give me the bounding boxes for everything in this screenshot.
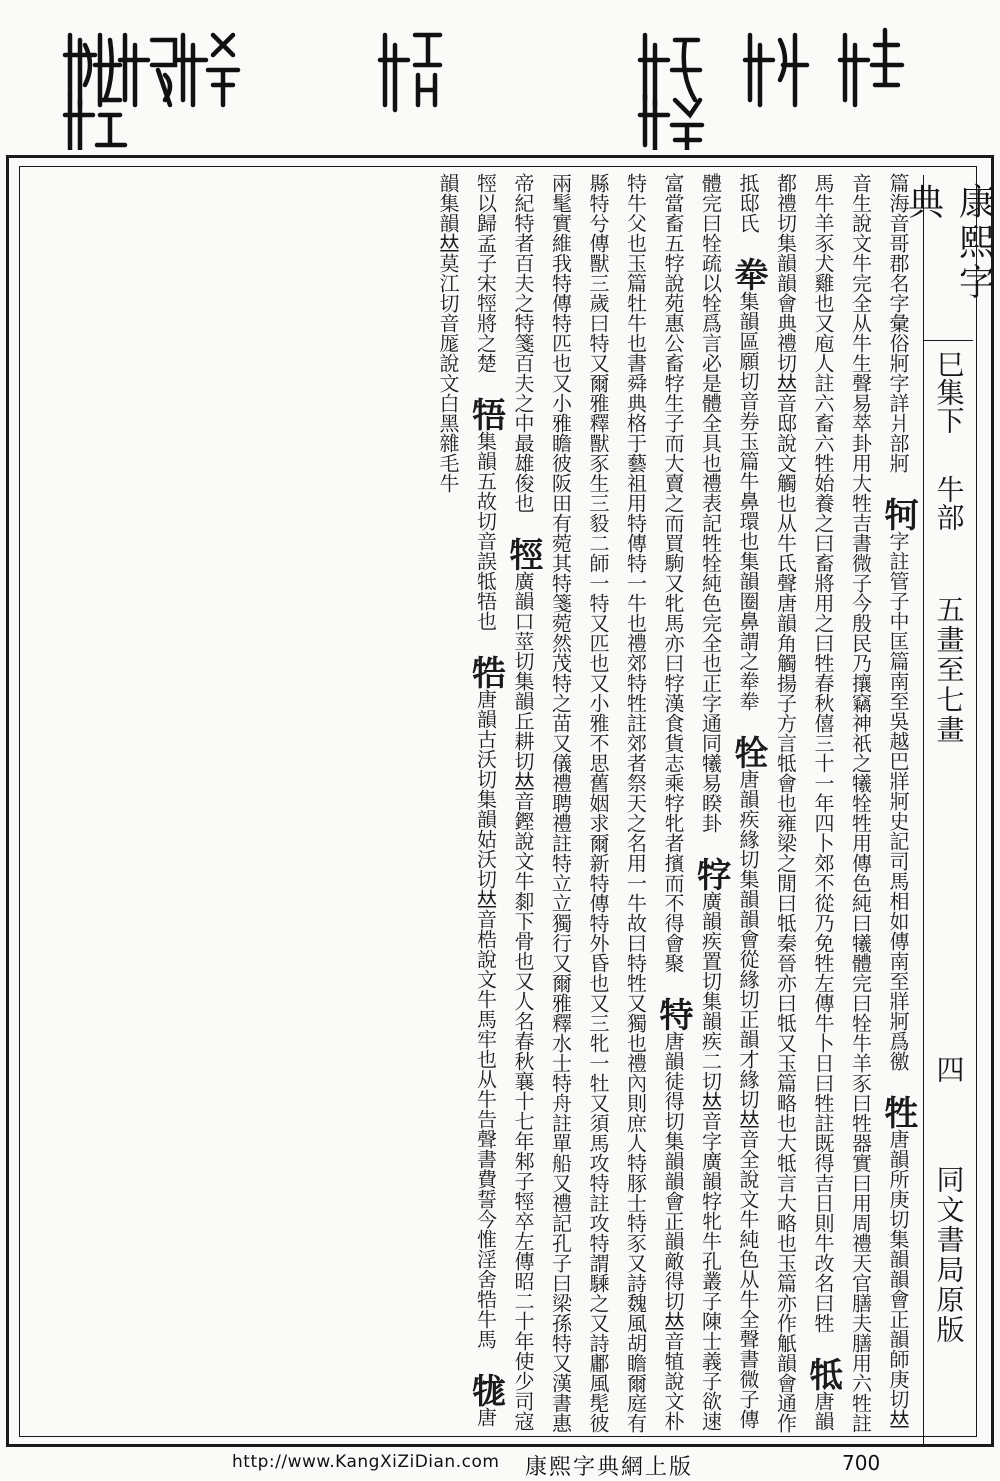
publisher-label: 同文書局原版 — [932, 1165, 966, 1345]
leaf-number: 四 — [932, 1055, 966, 1083]
entry-4 — [728, 257, 768, 711]
entry-head: 牾 — [465, 397, 506, 431]
entry-head: 牿 — [465, 655, 506, 689]
entry-head: 牱 — [878, 497, 918, 531]
entry-text: 篇海音哥郡名字彙俗牁字詳爿部牁 — [886, 173, 910, 473]
entry-text: 唐韻集韻𠀤莫江切音厖說文白黑雜毛牛 — [436, 173, 498, 1427]
entry-text: 字註管子中匡篇南至吳越巴牂牁史記司馬相如傳南至牂牁爲徼 — [886, 531, 910, 1071]
entry-head: 牷 — [728, 735, 768, 769]
seal-glyph-left-bottom — [65, 95, 125, 150]
frame-inner — [19, 166, 995, 1437]
entry-text: 唐韻古沃切集韻姑沃切𠀤音梏說文牛馬牢也从牛告聲書費誓今惟淫舍牿牛馬 — [473, 689, 498, 1349]
entry-text: 唐韻所庚切集韻韻會正韻師庚切𠀤音生說文牛完全从牛生聲易萃卦用大牲吉書微子今殷民乃攘竊神祇之犧牷牲用傳色純曰犧體完曰牷牛羊豕曰牲器實曰用周禮天官膳夫膳用六牲註馬牛羊豕犬雞也又庖人註六畜六牲始養之曰畜將用之曰牲春秋僖三十一年四卜郊不從乃免牲左傳牛卜日曰牲註既得吉日則牛改名曰牲 — [811, 173, 910, 1433]
entry-head: 牶 — [728, 257, 768, 291]
entry-text: 集韻區願切音券玉篇牛鼻環也集韻圈鼻謂之牶牶 — [736, 291, 760, 711]
entry-9 — [465, 397, 506, 631]
margin-header-column — [902, 175, 995, 1446]
site-url[interactable]: http://www.KangXiZiDian.com — [232, 1452, 500, 1472]
radical-label: 牛部 — [932, 475, 966, 531]
entry-head: 牴 — [803, 1357, 843, 1391]
seal-script-glyphs — [0, 0, 1000, 150]
page-number: 700 — [842, 1451, 881, 1475]
seal-glyph-right-1 — [640, 35, 700, 105]
entry-10 — [465, 655, 506, 1349]
seal-glyph-left-1 — [65, 35, 120, 105]
entry-head: 牲 — [878, 1095, 918, 1129]
seal-glyph-right-bottom — [640, 95, 702, 150]
entry-head: 特 — [653, 997, 693, 1031]
entry-text: 唐韻疾緣切集韻韻會從緣切正韻才緣切𠀤音全說文牛純色从牛全聲書微子傳體完曰牷疏以牷爲言必是體全具也禮表記牲牷純色完全也正字通同犧易睽卦 — [698, 173, 760, 1429]
entry-text: 廣韻疾置切集韻疾二切𠀤音字廣韻牸牝牛孔叢子陳士義子欲速富當畜五牸說苑惠公畜牸生子而大賣之而買駒又牝馬亦曰牸漢食貨志乘牸牝者擯而不得會聚 — [661, 173, 723, 1431]
edition-label: 康熙字典網上版 — [525, 1455, 694, 1480]
entry-head: 牻 — [465, 1373, 506, 1407]
seal-glyph-left-2 — [120, 35, 175, 105]
stroke-range-label: 五畫至七畫 — [932, 595, 966, 745]
entry-text: 廣韻口莖切集韻丘耕切𠀤音鏗說文牛厀下骨也又人名春秋襄十七年邾子牼卒左傳昭二十年使少司寇牼以歸孟子宋牼將之楚 — [473, 173, 535, 1431]
entry-1 — [878, 497, 918, 1071]
entry-head: 牸 — [690, 857, 731, 891]
dictionary-body — [20, 167, 920, 1438]
entry-text: 集韻五故切音誤牴牾也 — [473, 431, 498, 631]
seal-glyph-far-right — [840, 30, 902, 105]
entry-text: 唐韻都禮切集韻韻會典禮切𠀤音邸說文觸也从牛氐聲唐韻角觸揚子方言牴會也雍梁之閒曰牴秦晉亦曰牴又玉篇略也大牴言大略也玉篇亦作觗韻會通作抵邸氏 — [736, 173, 835, 1433]
entry-text: 唐韻徒得切集韻韻會正韻敵得切𠀤音犆說文朴特牛父也玉篇牡牛也書舜典格于藝祖用特傳特一牛也禮郊特牲註郊者祭天之名用一牛故曰特牲又獨也禮內則庶人特豚士特豕又詩魏風胡瞻爾庭有縣特兮傳獸三歲曰特又爾雅釋獸豕生三䝘二師一特又匹也又小雅不思舊姻求爾新特傳特外昏也又三牝一牡又須馬攻特註攻特謂騬之又詩鄘風髧彼兩髦實維我特傳特匹也又小雅瞻彼阪田有菀其特箋菀然茂特之苗又儀禮聘禮註特立立獨行又爾雅釋水士特舟註單船又禮記孔子曰梁孫特又漢書惠帝紀特者百夫之特箋百夫之中最雄俊也 — [511, 173, 685, 1433]
margin-divider — [924, 340, 973, 341]
seal-glyph-right-2 — [745, 35, 807, 105]
seal-glyph-middle — [380, 35, 440, 110]
page-footer — [0, 1450, 1000, 1480]
main-frame — [6, 155, 994, 1447]
seal-script-header — [0, 0, 1000, 150]
book-title: 康熙字典 — [902, 183, 995, 303]
seal-glyph-left-3 — [178, 35, 238, 105]
entry-head: 牼 — [503, 537, 543, 571]
volume-label: 巳集下 — [932, 350, 966, 434]
